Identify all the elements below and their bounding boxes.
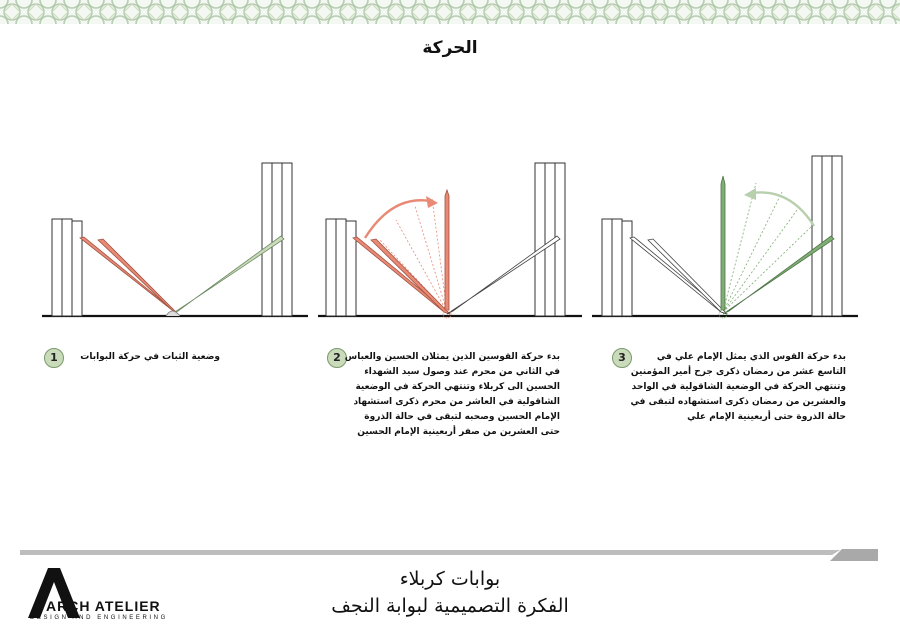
salmon-arches-moving: [353, 190, 450, 314]
left-pylon: [52, 219, 82, 316]
logo-name: ARCH ATELIER: [46, 598, 161, 614]
bottom-divider-bar: [20, 549, 878, 561]
step-2-caption: بدء حركة القوسين الذين يمثلان الحسين والعباس في الثاني من محرم عند وصول سيد الشهداء الحسين الى كربلاء وتنتهي الحركة في الوضعية الشاقولية في العاشر من محرم ذكرى استشهاد الإمام الحسين وصحبه لتبقى في حالة الذروة حتى العشرين من صفر أربعينية الإمام الحسين: [344, 352, 560, 437]
movement-arrow: [752, 192, 814, 226]
salmon-arches: [80, 237, 178, 314]
left-pylon: [602, 219, 632, 316]
step-3-badge: 3: [612, 348, 632, 368]
footer-title-line1: بوابات كربلاء: [399, 568, 501, 590]
white-arches: [630, 237, 727, 314]
right-pylon: [812, 156, 842, 316]
logo-tagline: DESIGN AND ENGINEERING: [30, 615, 168, 621]
step-1-badge: 1: [44, 348, 64, 368]
diagram-2: [318, 163, 582, 318]
movement-arrow: [365, 200, 430, 238]
step-3-caption: بدء حركة القوس الذي يمثل الإمام علي في التاسع عشر من رمضان ذكرى جرح أمير المؤمنين وتنتهي الحركة في الوضعية الشاقولية في الواحد والعشرين من رمضان ذكرى استشهاده لتبقى في حالة الذروة حتى أربعينية الإمام علي: [630, 352, 846, 422]
left-pylon: [326, 219, 356, 316]
page-title: الحركة: [422, 38, 478, 58]
step-2-badge: 2: [327, 348, 347, 368]
step-1-caption: وضعية الثبات في حركة البوابات: [80, 352, 220, 362]
footer-title-line2: الفكرة التصميمية لبوابة النجف: [331, 595, 569, 617]
diagram-1: [42, 163, 308, 316]
diagram-3: [592, 156, 858, 318]
right-pylon: [535, 163, 565, 316]
